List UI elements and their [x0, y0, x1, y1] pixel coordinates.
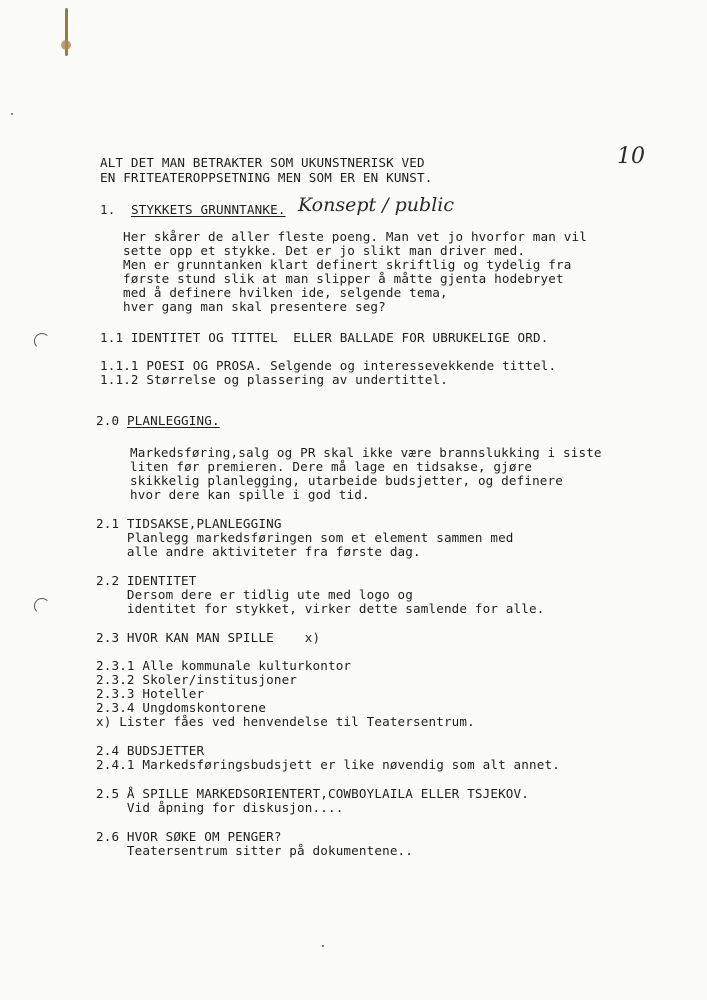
subsection-1-1: 1.1 IDENTITET OG TITTEL ELLER BALLADE FOR UBRUKELIGE ORD.	[100, 330, 549, 345]
section-1-body-line: med å definere hvilken ide, selgende tema,	[123, 285, 448, 300]
section-2-number: 2.0	[96, 413, 120, 428]
subsection-2-2-line: Dersom dere er tidlig ute med logo og	[96, 587, 414, 602]
section-1-body-line: Men er grunntanken klart definert skriftlig og tydelig fra	[123, 257, 572, 272]
subsection-2-4-heading: 2.4 BUDSJETTER	[96, 743, 205, 758]
section-1-body-line: hver gang man skal presentere seg?	[123, 299, 386, 314]
section-1-heading	[100, 203, 286, 217]
doc-title-line-2: EN FRITEATEROPPSETNING MEN SOM ER EN KUNST.	[100, 170, 433, 185]
subsection-2-3-item: 2.3.3 Hoteller	[96, 686, 205, 701]
subsection-2-5-line: Vid åpning for diskusjon....	[96, 800, 344, 815]
subsection-2-5-heading: 2.5 Å SPILLE MARKEDSORIENTERT,COWBOYLAILA ELLER TSJEKOV.	[96, 786, 529, 801]
section-2-body-line: liten før premieren. Dere må lage en tidsakse, gjøre	[130, 459, 533, 474]
subsection-2-3-item: 2.3.4 Ungdomskontorene	[96, 700, 267, 715]
subsection-2-2-heading: 2.2 IDENTITET	[96, 573, 197, 588]
section-1-number: 1.	[100, 202, 116, 217]
section-2-body-line: skikkelig planlegging, utarbeide budsjetter, og definere	[130, 473, 563, 488]
section-1-body-line: Her skårer de aller fleste poeng. Man vet jo hvorfor man vil	[123, 229, 587, 244]
handwritten-note: Konsept / public	[298, 194, 454, 216]
paper-speck	[322, 945, 324, 947]
rust-stain	[61, 40, 71, 50]
subsection-2-3-footnote: x) Lister fåes ved henvendelse til Teatersentrum.	[96, 714, 475, 729]
subsection-2-4-1: 2.4.1 Markedsføringsbudsjett er like nøvendig som alt annet.	[96, 757, 560, 772]
punch-hole-mark	[34, 598, 50, 614]
doc-title-line-1: ALT DET MAN BETRAKTER SOM UKUNSTNERISK VED	[100, 155, 425, 170]
section-2-heading	[96, 414, 220, 428]
subsection-2-3-item: 2.3.2 Skoler/institusjoner	[96, 672, 298, 687]
subsection-2-1-line: alle andre aktiviteter fra første dag.	[96, 544, 421, 559]
subsection-2-6-line: Teatersentrum sitter på dokumentene..	[96, 843, 414, 858]
section-1-body-line: sette opp et stykke. Det er jo slikt man driver med.	[123, 243, 526, 258]
section-1-title: STYKKETS GRUNNTANKE.	[130, 202, 286, 217]
section-1-body-line: første stund slik at man slipper å måtte gjenta hodebryet	[123, 271, 564, 286]
subsection-2-3-heading: 2.3 HVOR KAN MAN SPILLE x)	[96, 630, 321, 645]
subsection-2-1-line: Planlegg markedsføringen som et element sammen med	[96, 530, 514, 545]
subsection-1-1-2: 1.1.2 Størrelse og plassering av undertittel.	[100, 372, 448, 387]
section-2-body-line: hvor dere kan spille i god tid.	[130, 487, 370, 502]
punch-hole-mark	[34, 333, 50, 349]
margin-note: 10	[617, 144, 645, 169]
subsection-2-6-heading: 2.6 HVOR SØKE OM PENGER?	[96, 829, 282, 844]
subsection-2-3-item: 2.3.1 Alle kommunale kulturkontor	[96, 658, 352, 673]
subsection-1-1-1: 1.1.1 POESI OG PROSA. Selgende og interessevekkende tittel.	[100, 358, 557, 373]
subsection-2-1-heading: 2.1 TIDSAKSE,PLANLEGGING	[96, 516, 282, 531]
paper-speck	[11, 113, 13, 115]
section-2-title: PLANLEGGING.	[126, 413, 220, 428]
subsection-2-2-line: identitet for stykket, virker dette samlende for alle.	[96, 601, 545, 616]
section-2-body-line: Markedsføring,salg og PR skal ikke være brannslukking i siste	[130, 445, 602, 460]
